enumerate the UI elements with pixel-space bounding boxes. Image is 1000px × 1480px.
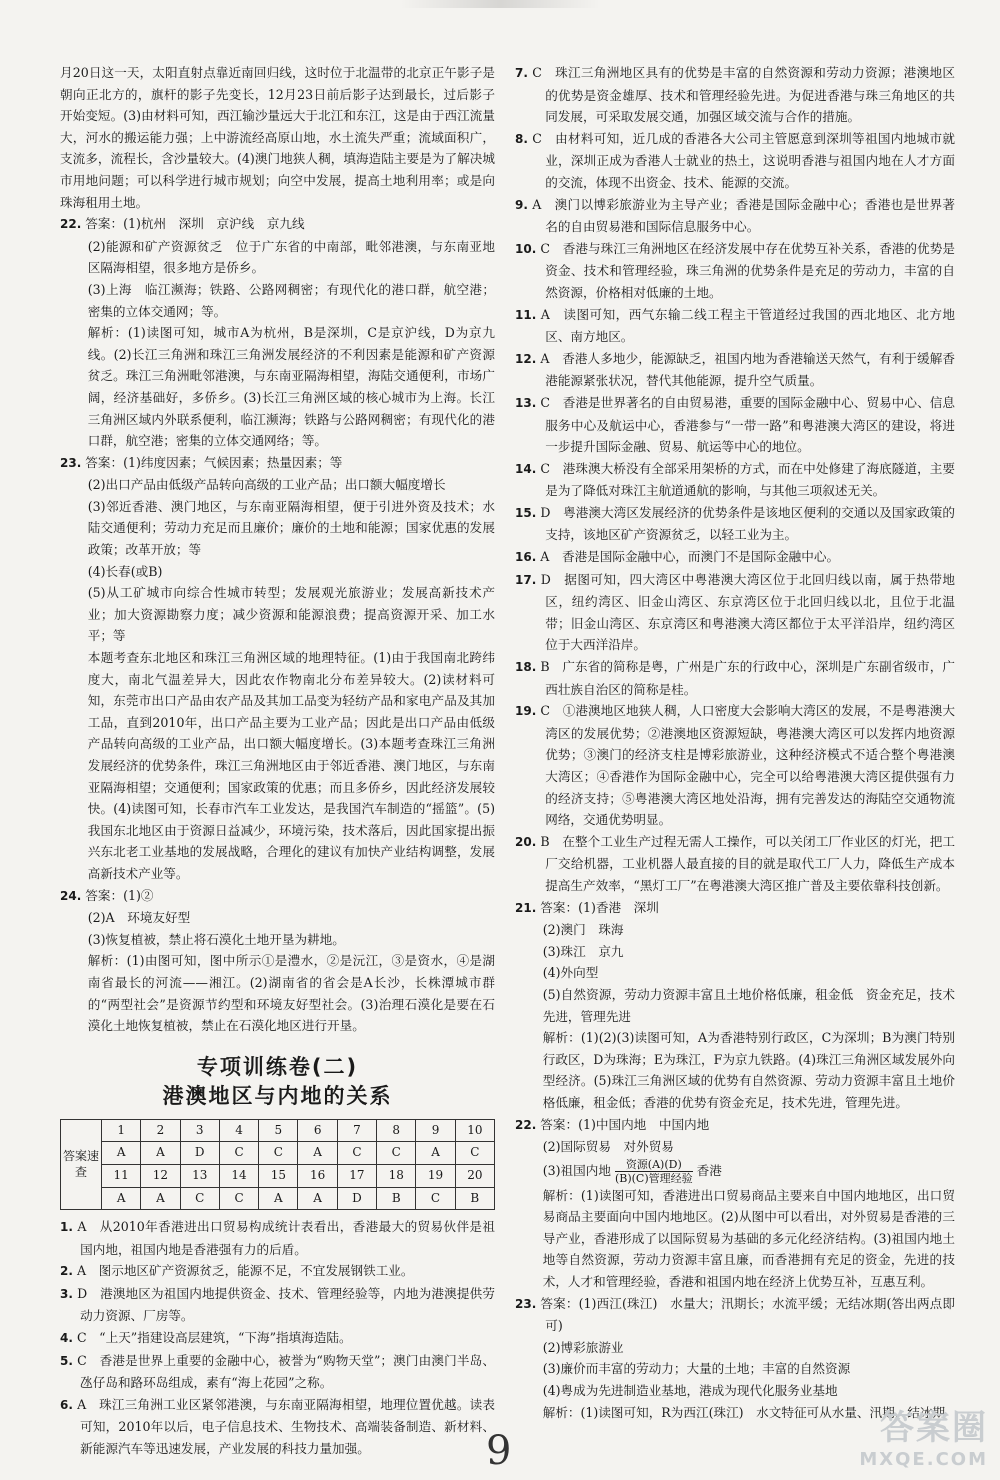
item-text: C 港珠澳大桥没有全部采用架桥的方式，而在中处修建了海底隧道，主要是为了降低对珠江主航道通航的影响，与其他三项叙述无关。 [540, 460, 955, 499]
item-number: 18. [515, 660, 537, 675]
item-text: A 从2010年香港进出口贸易构成统计表看出，香港最大的贸易伙伴是祖国内地，祖国内地是香港强有力的后盾。 [77, 1219, 495, 1257]
table-cell: 20 [455, 1164, 494, 1187]
q22-block [60, 213, 495, 452]
answer-quick-check-table [60, 1119, 495, 1210]
table-cell: 5 [259, 1119, 298, 1142]
q23-block [60, 452, 495, 885]
table-cell: C [337, 1142, 376, 1165]
watermark-logo: 答案圈 [880, 1408, 988, 1448]
q22-answer-1: 答案：(1)杭州 深圳 京沪线 京九线 [85, 216, 305, 232]
item-number: 2. [60, 1264, 73, 1279]
table-cell: 10 [455, 1119, 494, 1142]
table-cell: B [455, 1187, 494, 1210]
list-item [515, 656, 955, 700]
item-number: 13. [515, 395, 537, 410]
table-cell: C [416, 1187, 455, 1210]
q23-answer-1: 答案：(1)纬度因素；气候因素；热量因素；等 [85, 454, 343, 470]
list-item [60, 1394, 495, 1460]
table-cell: 13 [180, 1164, 219, 1187]
formula-top: 资源(A)(D) [615, 1158, 693, 1172]
q22r-explanation: 解析：(1)读图可知，香港进出口贸易商品主要来自中国内地地区，出口贸易商品主要面向中国内地地区。(2)从图中可以看出，对外贸易是香港的三导产业，香港形成了以国际贸易为基础的多元化经济结构。(3)祖国内地土地等自然资源，劳动力资源丰富且廉，而香港拥有充足的资金，先进的技术，人才和管理经验，香港和祖国内地在经济上优势互补，互惠互利。 [542, 1187, 955, 1290]
table-cell: A [416, 1142, 455, 1165]
table-cell: 12 [141, 1164, 180, 1187]
table-cell: 4 [219, 1119, 258, 1142]
table-cell: 9 [416, 1119, 455, 1142]
q22-number: 22. [60, 217, 82, 232]
table-cell: 8 [377, 1119, 416, 1142]
q21-answer-4: (4)外向型 [542, 965, 599, 981]
q21-block [515, 897, 955, 1114]
list-item [515, 348, 955, 392]
item-text: C “上天”指建设高层建筑，“下海”指填海造陆。 [76, 1330, 352, 1346]
item-text: D 粤港澳大湾区发展经济的优势条件是该地区便利的交通以及国家政策的支持，该地区矿产资源贫乏，以轻工业为主。 [540, 504, 955, 543]
table-cell: A [141, 1142, 180, 1165]
section-subtitle: 港澳地区与内地的关系 [162, 1083, 393, 1108]
scan-smudge-top [400, 0, 600, 8]
table-cell: A [298, 1187, 337, 1210]
exchange-formula [615, 1158, 693, 1185]
q24-answer-3: (3)恢复植被，禁止将石漠化土地开垦为耕地。 [87, 931, 345, 947]
item-text: A 澳门以博彩旅游业为主导产业；香港是国际金融中心；香港也是世界著名的自由贸易港和国际信息服务中心。 [532, 196, 955, 235]
item-text: C 香港是世界著名的自由贸易港，重要的国际金融中心、贸易中心、信息服务中心及航运中心，香港参与“一带一路”和粤港澳大湾区的建设，将进一步提升国际金融、贸易、航运等中心的地位。 [540, 394, 955, 455]
item-text: A 读图可知，西气东输二线工程主干管道经过我国的西北地区、北方地区、南方地区。 [540, 306, 955, 345]
q21-explanation: 解析：(1)(2)(3)读图可知，A为香港特别行政区，C为深圳；B为澳门特别行政区，D为珠海；E为珠江，F为京九铁路。(4)珠江三角洲区域发展外向型经济。(5)珠江三角洲区域的优势有自然资源、劳动力资源丰富且土地价格低廉，租金低；香港的优势有资金充足，技术先进，管理先进。 [542, 1030, 955, 1110]
item-text: C 由材料可知，近几成的香港各大公司主管愿意到深圳等祖国内地城市就业，深圳正成为香港人士就业的热土，这说明香港与祖国内地在人才方面的交流，体现不出资金、技术、能源的交流。 [532, 130, 955, 190]
q23r-explanation: 解析：(1)读图可知，R为西江(珠江) 水文特征可从水量、汛期、结冰期 [542, 1404, 946, 1420]
item-number: 5. [60, 1353, 73, 1368]
table-cell: 2 [141, 1119, 180, 1142]
q23-number: 23. [60, 455, 82, 470]
q22-answer-3: (3)上海 临江濒海；铁路、公路网稠密；有现代化的港口群，航空港；密集的立体交通网；等。 [87, 281, 495, 319]
table-cell: 11 [102, 1164, 141, 1187]
left-column [60, 62, 495, 1460]
q24-block [60, 885, 495, 1037]
table-cell: 16 [298, 1164, 337, 1187]
page-number: 9 [486, 1428, 512, 1474]
q21-number: 21. [515, 900, 537, 915]
table-cell: D [337, 1187, 376, 1210]
answer-table-label: 答案速查 [61, 1119, 102, 1209]
table-cell: 7 [337, 1119, 376, 1142]
table-cell: C [180, 1187, 219, 1210]
q22r-number: 22. [515, 1117, 537, 1132]
formula-bottom: (B)(C)管理经验 [614, 1171, 693, 1185]
item-text: A 香港是国际金融中心，而澳门不是国际金融中心。 [540, 549, 840, 565]
q23r-answer-2: (2)博彩旅游业 [542, 1339, 624, 1355]
item-text: B 在整个工业生产过程无需人工操作，可以关闭工厂作业区的灯光，把工厂交给机器，工业机器人最直接的目的就是取代工厂人力，降低生产成本提高生产效率，“黑灯工厂”在粤港澳大湾区推广普及主要依靠科技创新。 [540, 833, 955, 893]
table-cell: 17 [337, 1164, 376, 1187]
q23-explanation: 本题考查东北地区和珠江三角洲区域的地理特征。(1)由于我国南北跨纬度大，南北气温差异大，因此农作物南北分布差异较大。(2)读材料可知，东莞市出口产品由农产品及其加工品变为轻纺产品和家电产品及其加工品，直到2010年，出口产品主要为工业产品；因此是出口产品由低级产品转向高级的工业产品，出口额大幅度增长。(3)本题考查珠江三角洲发展经济的优势条件，珠江三角洲地区由于邻近香港、澳门地区，与东南亚隔海相望；交通便利；国家政策的优惠；而且多侨乡，因此经济发展较快。(4)读图可知，长春市汽车工业发达，是我国汽车制造的“摇篮”。(5)我国东北地区由于资源日益减少，环境污染，技术落后，因此国家提出振兴东北老工业基地的发展战略，合理化的建议有加快产业结构调整，发展高新技术产业等。 [87, 650, 495, 881]
list-item [515, 194, 955, 238]
formula-right: 香港 [696, 1162, 722, 1178]
table-cell: 15 [259, 1164, 298, 1187]
section-title: 专项训练卷(二) [196, 1054, 359, 1079]
section-heading [60, 1053, 495, 1111]
item-number: 3. [60, 1286, 73, 1301]
item-text: C 珠江三角洲地区具有的优势是丰富的自然资源和劳动力资源；港澳地区的优势是资金雄厚、技术和管理经验先进。为促进香港与珠三角地区的共同发展，可采取发展交通，加强区域交流与合作的措施。 [532, 65, 955, 125]
table-cell: D [180, 1142, 219, 1165]
item-number: 9. [515, 197, 528, 212]
item-number: 20. [515, 834, 537, 849]
q23-answer-4: (4)长春(或B) [87, 563, 163, 579]
q23-answer-5: (5)从工矿城市向综合性城市转型；发展观光旅游业；发展高新技术产业；加大资源勘察力度；减少资源和能源浪费；提高资源开采、加工水平；等 [87, 585, 495, 644]
list-item [515, 128, 955, 194]
table-cell: A [141, 1187, 180, 1210]
q21-answer-2: (2)澳门 珠海 [542, 922, 624, 938]
item-text: D 据图可知，四大湾区中粤港澳大湾区位于北回归线以南，属于热带地区，纽约湾区、旧金山湾区、东京湾区位于北回归线以北，且位于北温带；旧金山湾区、东京湾区和粤港澳大湾区都位于太平洋沿岸，纽约湾区位于大西洋沿岸。 [540, 571, 955, 653]
q23r-number: 23. [515, 1296, 537, 1311]
table-cell: C [377, 1142, 416, 1165]
item-number: 1. [60, 1220, 73, 1235]
item-number: 7. [515, 66, 528, 80]
table-cell: C [455, 1142, 494, 1165]
item-number: 19. [515, 704, 537, 719]
list-item [515, 304, 955, 348]
item-number: 17. [515, 572, 537, 587]
item-text: C ①港澳地区地狭人稠，人口密度大会影响大湾区的发展，不是粤港澳大湾区的发展优势；②港澳地区资源短缺，粤港澳大湾区可以发挥内地资源优势；③澳门的经济支柱是博彩旅游业，这种经济模式不适合整个粤港澳大湾区；④香港作为国际金融中心，完全可以给粤港澳大湾区提供强有力的经济支持；⑤粤港澳大湾区地处沿海，拥有完善发达的海陆空交通物流网络，交通优势明显。 [540, 703, 955, 828]
item-number: 15. [515, 505, 537, 520]
q22-right-block [515, 1114, 955, 1293]
list-item [60, 1283, 495, 1327]
list-item [60, 1350, 495, 1394]
table-cell: A [102, 1187, 141, 1210]
q24-number: 24. [60, 888, 82, 903]
item-text: B 广东省的简称是粤，广州是广东的行政中心，深圳是广东副省级市，广西壮族自治区的简称是桂。 [540, 659, 955, 697]
table-cell: A [259, 1187, 298, 1210]
item-number: 8. [515, 131, 528, 146]
list-item [515, 392, 955, 458]
table-cell: B [377, 1187, 416, 1210]
q23r-answer-1: 答案：(1)西江(珠江) 水量大；汛期长；水流平缓；无结冰期(答出两点即可) [540, 1295, 955, 1334]
q24-answer-1: 答案：(1)② [85, 887, 154, 903]
q22r-answer-1: 答案：(1)中国内地 中国内地 [540, 1116, 710, 1132]
q22r-answer-2: (2)国际贸易 对外贸易 [542, 1139, 674, 1155]
q22-answer-2: (2)能源和矿产资源贫乏 位于广东省的中南部，毗邻港澳，与东南亚地区隔海相望，很多地方是侨乡。 [87, 238, 495, 276]
q23r-answer-3: (3)廉价而丰富的劳动力；大量的土地；丰富的自然资源 [542, 1361, 851, 1377]
item-text: A 图示地区矿产资源贫乏，能源不足，不宜发展钢铁工业。 [76, 1263, 414, 1279]
table-cell: 3 [180, 1119, 219, 1142]
table-cell: A [298, 1142, 337, 1165]
q23-answer-2: (2)出口产品由低级产品转向高级的工业产品；出口额大幅度增长 [87, 477, 446, 493]
list-item [515, 238, 955, 304]
right-column [515, 62, 955, 1423]
table-cell: 18 [377, 1164, 416, 1187]
item-text: A 香港人多地少，能源缺乏，祖国内地为香港输送天然气，有利于缓解香港能源紧张状况，替代其他能源，提升空气质量。 [540, 350, 955, 389]
q21-continuation: 月20日这一天，太阳直射点靠近南回归线，这时位于北温带的北京正午影子是朝向正北方的，旗杆的影子先变长，12月23日前后影子达到最长，过后影子开始变短。(3)由材料可知，西江输沙量远大于北江和东江，这是由于西江流量大，河水的搬运能力强；上中游流经高原山地，水土流失严重；流域面积广，支流多，流程长，含沙量较大。(4)澳门地狭人稠，填海造陆主要是为了解决城市用地问题；可以科学进行城市规划；向空中发展，提高土地利用率；或是向珠海租用土地。 [60, 65, 495, 210]
item-text: A 珠江三角洲工业区紧邻港澳，与东南亚隔海相望，地理位置优越。读表可知，2010年以后，电子信息技术、生物技术、高端装备制造、新材料、新能源汽车等迅速发展，产业发展的科技力量加强。 [77, 1396, 495, 1457]
q23r-answer-4: (4)粤成为先进制造业基地，港成为现代化服务业基地 [542, 1383, 838, 1399]
list-item [515, 700, 955, 831]
list-item [60, 1216, 495, 1260]
table-cell: A [102, 1142, 141, 1165]
q21-answer-5: (5)自然资源，劳动力资源丰富且土地价格低廉，租金低 资金充足，技术先进，管理先进 [542, 986, 955, 1024]
item-number: 11. [515, 307, 537, 322]
q22r-answer-3 [515, 1158, 955, 1185]
list-item [515, 62, 955, 128]
item-number: 12. [515, 351, 537, 366]
item-text: C 香港是世界上重要的金融中心，被誉为“购物天堂”；澳门由澳门半岛、氹仔岛和路环岛组成，素有“海上花园”之称。 [77, 1352, 495, 1391]
item-number: 16. [515, 550, 537, 565]
q22-explanation: 解析：(1)读图可知，城市A为杭州，B是深圳，C是京沪线，D为京九线。(2)长江三角洲和珠江三角洲发展经济的不利因素是能源和矿产资源贫乏。珠江三角洲毗邻港澳，与东南亚隔海相望，海陆交通便利，市场广阔，经济基础好，多侨乡。(3)长江三角洲区域的核心城市为上海。长江三角洲区域内外联系便利，临江濒海；铁路与公路网稠密；有现代化的港口群，航空港；密集的立体交通网络；等。 [87, 325, 495, 449]
q24-explanation: 解析：(1)由图可知，图中所示①是澧水，②是沅江，③是资水，④是湖南省最长的河流——湘江。(2)湖南省的省会是A长沙，长株潭城市群的“两型社会”是资源节约型和环境友好型社会。(3)治理石漠化是要在石漠化土地恢复植被，禁止在石漠化地区进行开垦。 [87, 953, 495, 1034]
watermark-url: MXQE.COM [859, 1449, 988, 1470]
item-number: 14. [515, 461, 537, 476]
table-cell: 14 [219, 1164, 258, 1187]
table-cell: C [219, 1142, 258, 1165]
list-item [60, 1327, 495, 1350]
item-number: 6. [60, 1397, 73, 1412]
q21-answer-3: (3)珠江 京九 [542, 943, 624, 959]
list-item [515, 458, 955, 502]
list-item [515, 502, 955, 546]
q21-answer-1: 答案：(1)香港 深圳 [540, 899, 659, 915]
table-cell: 19 [416, 1164, 455, 1187]
item-number: 4. [60, 1331, 73, 1346]
site-watermark [859, 1400, 988, 1470]
q24-answer-2: (2)A 环境友好型 [87, 910, 191, 926]
list-item [515, 569, 955, 656]
table-cell: 6 [298, 1119, 337, 1142]
table-cell: C [219, 1187, 258, 1210]
item-text: D 港澳地区为祖国内地提供资金、技术、管理经验等，内地为港澳提供劳动力资源、厂房等。 [77, 1285, 495, 1324]
item-number: 10. [515, 241, 537, 256]
table-cell: 1 [102, 1119, 141, 1142]
list-item [60, 1260, 495, 1283]
table-cell: C [259, 1142, 298, 1165]
list-item [515, 546, 955, 569]
list-item [515, 831, 955, 897]
q23-answer-3: (3)邻近香港、澳门地区，与东南亚隔海相望，便于引进外资及技术；水陆交通便利；劳动力充足而且廉价；廉价的土地和能源；国家优惠的发展政策；改革开放；等 [87, 498, 495, 558]
item-text: C 香港与珠江三角洲地区在经济发展中存在优势互补关系，香港的优势是资金、技术和管理经验，珠三角洲的优势条件是充足的劳动力，丰富的自然资源，价格相对低廉的土地。 [540, 240, 955, 300]
formula-left: (3)祖国内地 [542, 1162, 611, 1178]
